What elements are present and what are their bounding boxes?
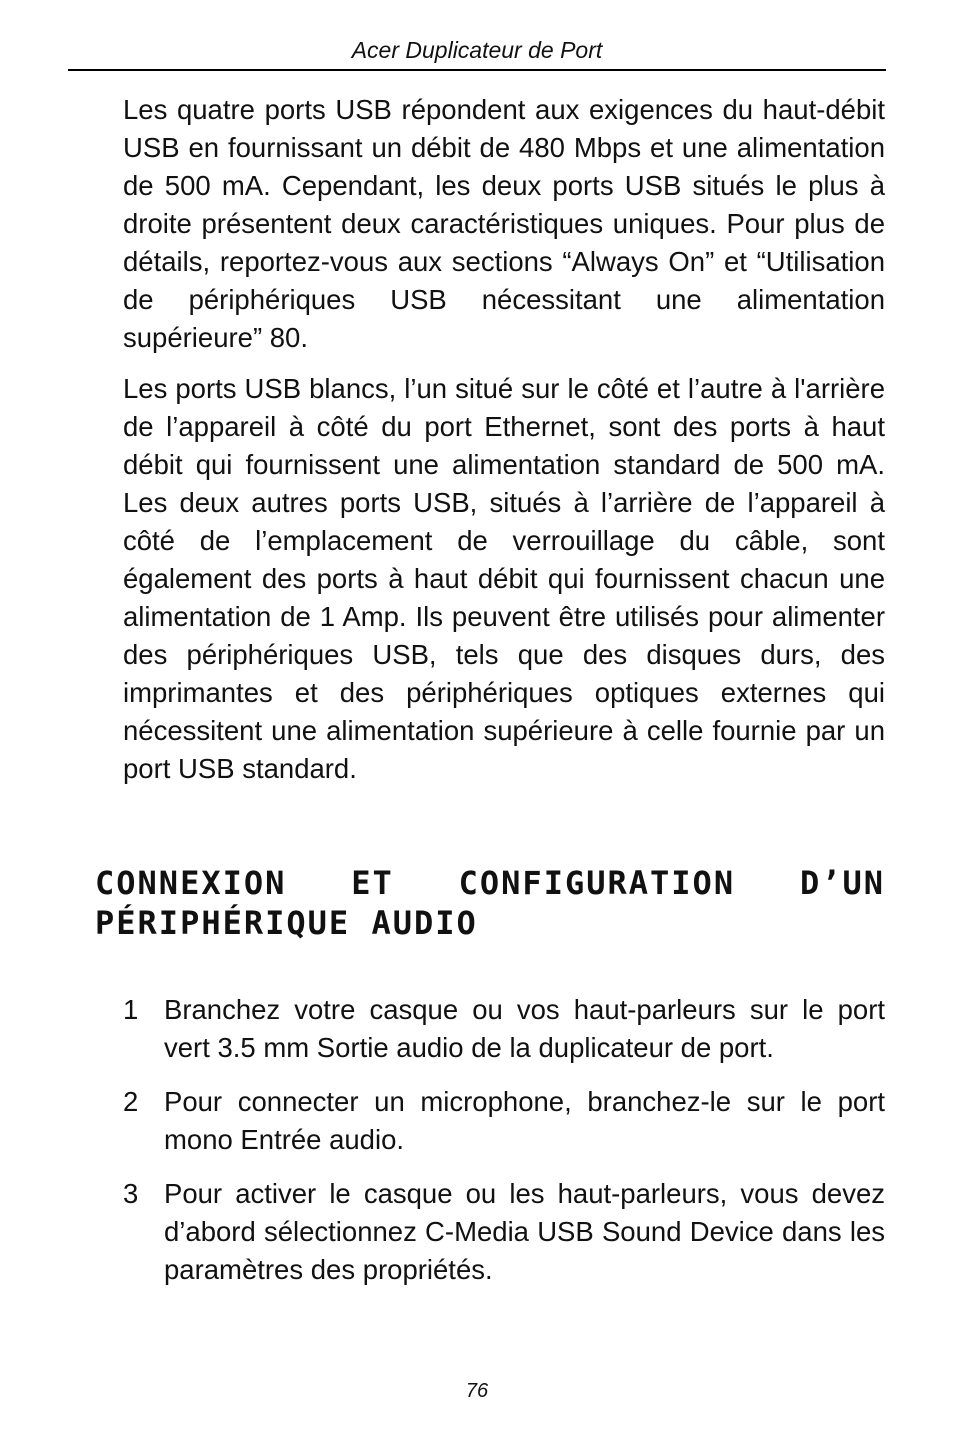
section-heading-audio: CONNEXION ET CONFIGURATION D’UN PÉRIPHÉRIQUE AUDIO [95, 864, 885, 942]
step-text: Branchez votre casque ou vos haut-parleurs sur le port vert 3.5 mm Sortie audio de la duplicateur de port. [164, 994, 885, 1063]
list-item [123, 1175, 885, 1289]
paragraph-usb-ports: Les quatre ports USB répondent aux exigences du haut-débit USB en fournissant un débit de 480 Mbps et une alimentation de 500 mA. Cependant, les deux ports USB situés le plus à droite présentent deux caractéristiques uniques. Pour plus de détails, reportez-vous aux sections “Always On” et “Utilisation de périphériques USB nécessitant une alimentation supérieure” 80. [123, 94, 885, 353]
audio-steps-list [123, 991, 885, 1305]
paragraph-usb-power: Les ports USB blancs, l’un situé sur le côté et l’autre à l'arrière de l’appareil à côté du port Ethernet, sont des ports à haut débit qui fournissent une alimentation standard de 500 mA. Les deux autres ports USB, situés à l’arrière de l’appareil à côté de l’emplacement de verrouillage du câble, sont également des ports à haut débit qui fournissent chacun une alimentation de 1 Amp. Ils peuvent être utilisés pour alimenter des périphériques USB, tels que des disques durs, des imprimantes et des périphériques optiques externes qui nécessitent une alimentation supérieure à celle fournie par un port USB standard. [123, 373, 885, 784]
list-item [123, 1083, 885, 1159]
step-number: 1 [123, 994, 139, 1025]
running-header: Acer Duplicateur de Port [351, 37, 603, 63]
step-number: 2 [123, 1086, 139, 1117]
header-divider [68, 69, 886, 71]
page-number: 76 [465, 1380, 489, 1402]
step-text: Pour connecter un microphone, branchez-le sur le port mono Entrée audio. [164, 1086, 885, 1155]
step-text: Pour activer le casque ou les haut-parleurs, vous devez d’abord sélectionnez C-Media USB Sound Device dans les paramètres des propriétés. [164, 1178, 885, 1285]
step-number: 3 [123, 1178, 139, 1209]
list-item [123, 991, 885, 1067]
